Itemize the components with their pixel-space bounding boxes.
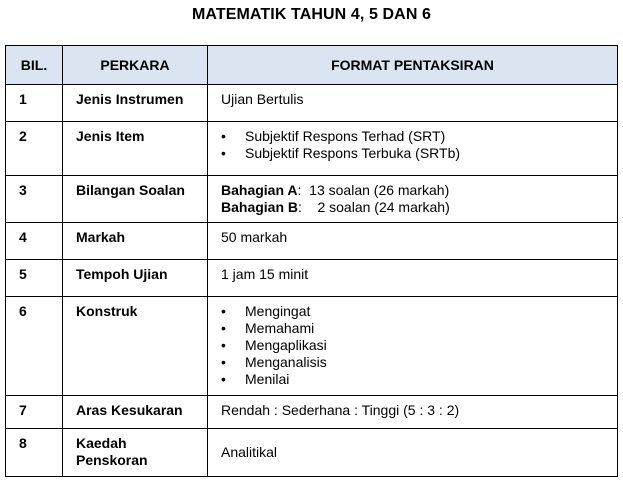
table-row: [6, 85, 618, 122]
row-bil: 8: [6, 429, 63, 477]
table-row: [6, 297, 618, 396]
row-perkara: Jenis Instrumen: [63, 85, 208, 122]
bullet-item: • Mengingat: [221, 303, 617, 320]
row-perkara: Bilangan Soalan: [63, 176, 208, 223]
row-format: 1 jam 15 minit: [208, 260, 618, 297]
row-perkara: Tempoh Ujian: [63, 260, 208, 297]
table-row: [6, 122, 618, 176]
header-perkara: PERKARA: [63, 46, 208, 85]
row-format: Ujian Bertulis: [208, 85, 618, 122]
bullet-item: • Menganalisis: [221, 354, 617, 371]
row-bil: 5: [6, 260, 63, 297]
section-text: : 2 soalan (24 markah): [298, 199, 450, 215]
row-format: 50 markah: [208, 223, 618, 260]
section-text: : 13 soalan (26 markah): [297, 182, 450, 198]
bullet-item: • Mengaplikasi: [221, 337, 617, 354]
row-perkara: [63, 429, 208, 477]
row-format: Rendah : Sederhana : Tinggi (5 : 3 : 2): [208, 396, 618, 429]
row-format: Analitikal: [208, 429, 618, 477]
section-label: Bahagian A: [221, 182, 298, 198]
row-perkara: Aras Kesukaran: [63, 396, 208, 429]
assessment-table: [5, 45, 618, 477]
bullet-item: • Subjektif Respons Terbuka (SRTb): [221, 145, 617, 162]
table-row: [6, 176, 618, 223]
page-title: MATEMATIK TAHUN 4, 5 DAN 6: [191, 6, 432, 23]
row-bil: 7: [6, 396, 63, 429]
section-label: Bahagian B: [221, 199, 299, 215]
header-format: FORMAT PENTAKSIRAN: [208, 46, 618, 85]
table-row: [6, 260, 618, 297]
row-format: [208, 122, 618, 176]
row-bil: 2: [6, 122, 63, 176]
table-row: [6, 429, 618, 477]
row-format: [208, 176, 618, 223]
bullet-item: • Subjektif Respons Terhad (SRT): [221, 128, 617, 145]
row-perkara: Jenis Item: [63, 122, 208, 176]
row-bil: 6: [6, 297, 63, 396]
row-bil: 3: [6, 176, 63, 223]
table-row: [6, 223, 618, 260]
table-header: [6, 46, 618, 85]
bullet-item: • Menilai: [221, 371, 617, 388]
row-bil: 4: [6, 223, 63, 260]
row-perkara: Markah: [63, 223, 208, 260]
table-row: [6, 396, 618, 429]
row-perkara-text: Kaedah Penskoran: [76, 435, 148, 468]
bullet-item: • Memahami: [221, 320, 617, 337]
row-bil: 1: [6, 85, 63, 122]
header-bil: BIL.: [6, 46, 63, 85]
row-format: [208, 297, 618, 396]
row-perkara: Konstruk: [63, 297, 208, 396]
